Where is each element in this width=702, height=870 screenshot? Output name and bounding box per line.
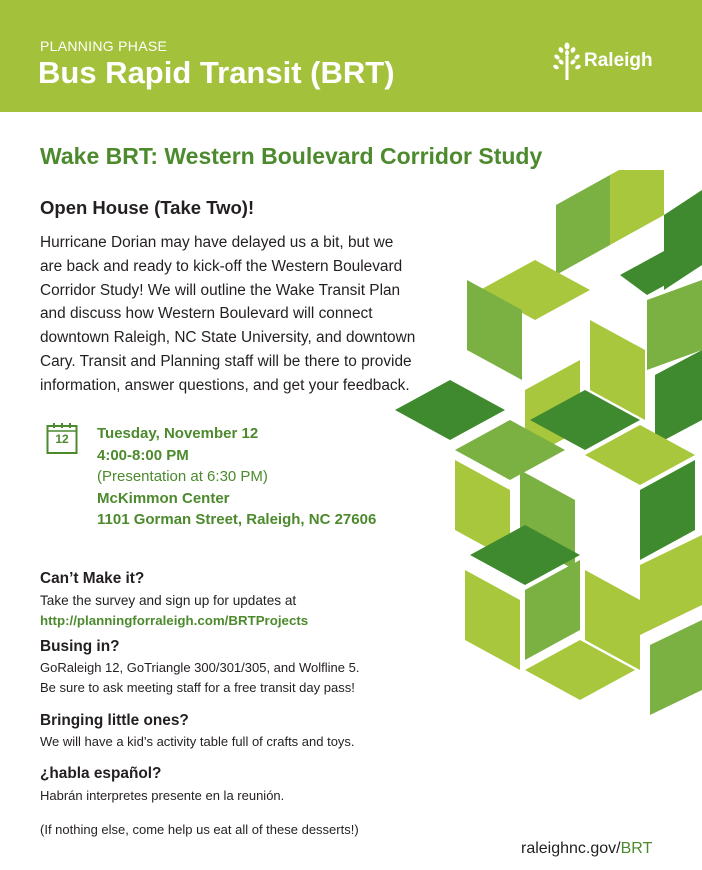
- footer-url-suffix: BRT: [620, 840, 653, 857]
- calendar-icon: [46, 421, 78, 455]
- cant-make-it-heading: Can’t Make it?: [40, 570, 145, 587]
- description-line: Corridor Study! We will outline the Wake Transit Plan: [40, 281, 401, 299]
- survey-link[interactable]: http://planningforraleigh.com/BRTProjects: [40, 612, 309, 628]
- little-ones-heading: Bringing little ones?: [40, 712, 189, 729]
- little-ones-text: We will have a kid’s activity table full of crafts and toys.: [40, 734, 355, 749]
- logo-text: Raleigh: [584, 50, 653, 71]
- event-venue: McKimmon Center: [97, 489, 230, 507]
- espanol-heading: ¿habla español?: [40, 765, 162, 782]
- busing-text: [40, 658, 359, 697]
- pattern-rhombus: [556, 175, 610, 275]
- desserts-note: (If nothing else, come help us eat all of these desserts!): [40, 822, 359, 837]
- description-line: downtown Raleigh, NC State University, and downtown: [40, 329, 416, 347]
- pattern-rhombus: [465, 570, 520, 670]
- description-line: Cary. Transit and Planning staff will be there to provide: [40, 352, 412, 370]
- event-details: [97, 423, 376, 531]
- cant-make-it-text: [40, 591, 308, 630]
- footer-url-prefix: raleighnc.gov/: [521, 840, 621, 857]
- open-house-title: Open House (Take Two)!: [40, 197, 255, 218]
- footer-url[interactable]: [521, 840, 652, 858]
- description-line: are back and ready to kick-off the Western Boulevard: [40, 257, 403, 275]
- description-line: Hurricane Dorian may have delayed us a bit, but we: [40, 234, 394, 251]
- main-title: Bus Rapid Transit (BRT): [38, 55, 395, 90]
- pattern-rhombus: [650, 620, 702, 715]
- event-address: 1101 Gorman Street, Raleigh, NC 27606: [97, 511, 377, 528]
- calendar-day: 12: [55, 432, 69, 446]
- header-banner: [0, 0, 702, 112]
- busing-line: GoRaleigh 12, GoTriangle 300/301/305, and Wolfline 5.: [40, 660, 360, 675]
- description-line: and discuss how Western Boulevard will connect: [40, 305, 373, 323]
- event-presentation: (Presentation at 6:30 PM): [97, 468, 268, 485]
- phase-label: PLANNING PHASE: [40, 38, 168, 54]
- study-title: Wake BRT: Western Boulevard Corridor Study: [40, 143, 543, 169]
- pattern-rhombus: [610, 170, 664, 245]
- espanol-text: Habrán interpretes presente en la reunión.: [40, 788, 285, 803]
- event-time: 4:00-8:00 PM: [97, 446, 189, 464]
- open-house-description: [40, 231, 450, 398]
- cant-make-it-line: Take the survey and sign up for updates at: [40, 593, 297, 608]
- busing-line: Be sure to ask meeting staff for a free transit day pass!: [40, 679, 355, 695]
- description-line: information, answer questions, and get your feedback.: [40, 376, 410, 394]
- busing-heading: Busing in?: [40, 638, 120, 655]
- raleigh-logo[interactable]: [552, 42, 667, 86]
- event-date: Tuesday, November 12: [97, 425, 259, 442]
- raleigh-tree-logo-icon: [552, 42, 582, 82]
